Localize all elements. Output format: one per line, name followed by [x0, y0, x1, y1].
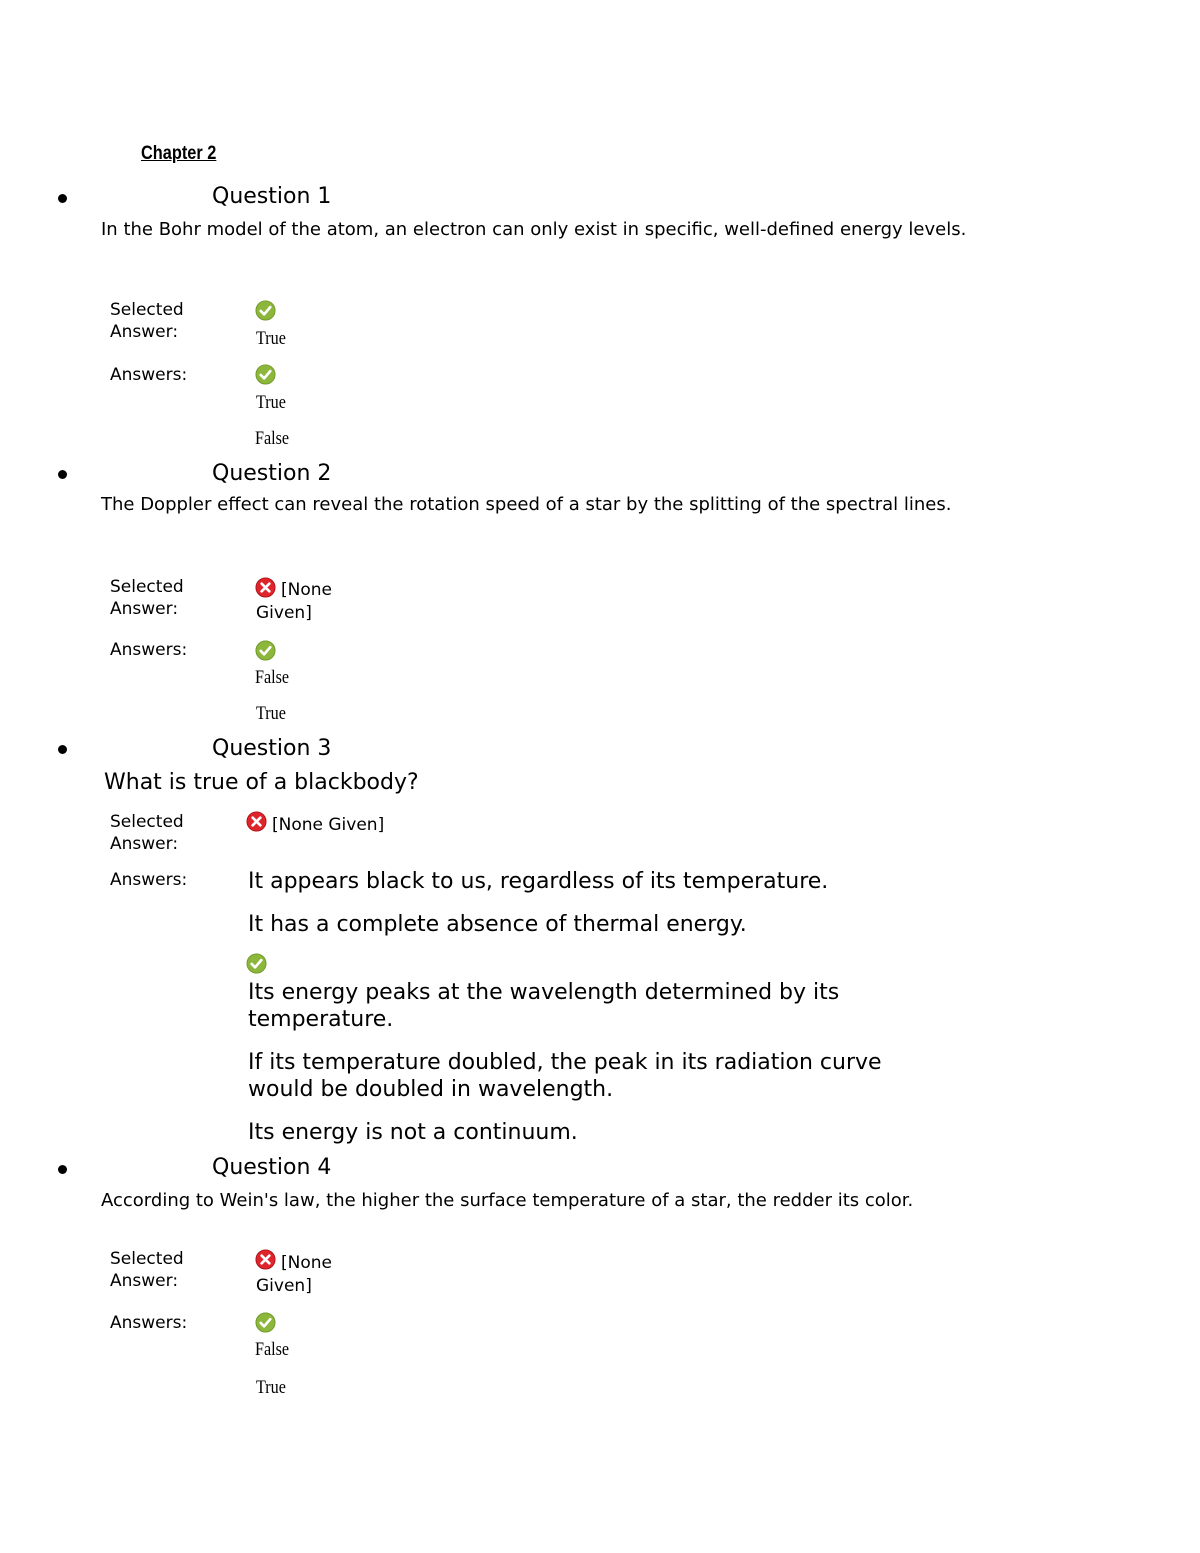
selected-answer-label: Selected Answer: — [110, 1249, 184, 1291]
question-1-title: Question 1 — [212, 184, 332, 209]
question-2-title: Question 2 — [212, 461, 332, 486]
correct-check-icon — [246, 953, 267, 974]
question-3-answer-2: It has a complete absence of thermal energy. — [248, 912, 747, 937]
bullet — [58, 470, 67, 479]
question-3-answer-1: It appears black to us, regardless of its temperature. — [248, 869, 829, 894]
correct-check-icon — [255, 1312, 276, 1333]
incorrect-x-icon — [246, 811, 267, 832]
bullet — [58, 1165, 67, 1174]
answers-label: Answers: — [110, 1313, 188, 1333]
chapter-title: Chapter 2 — [141, 143, 217, 164]
answers-label: Answers: — [110, 365, 188, 385]
question-2-selected-answer: [None Given] — [256, 580, 332, 623]
question-2-answer-1: False — [255, 667, 290, 688]
bullet — [58, 194, 67, 203]
question-3-answer-3: Its energy peaks at the wavelength determined by its temperature. — [248, 980, 840, 1032]
question-3-text: What is true of a blackbody? — [104, 770, 419, 795]
question-2-text: The Doppler effect can reveal the rotation speed of a star by the splitting of the spectral lines. — [101, 494, 952, 515]
answers-label: Answers: — [110, 640, 188, 660]
question-1-answer-2: False — [255, 428, 290, 449]
selected-answer-label: Selected Answer: — [110, 812, 184, 854]
question-2-answer-2: True — [256, 703, 286, 724]
bullet — [58, 745, 67, 754]
question-3-answer-4: If its temperature doubled, the peak in its radiation curve would be doubled in wavelength. — [248, 1050, 882, 1102]
question-1-selected-answer: True — [256, 328, 286, 349]
question-1-answer-1: True — [256, 392, 286, 413]
correct-check-icon — [255, 300, 276, 321]
answers-label: Answers: — [110, 870, 188, 890]
selected-answer-label: Selected Answer: — [110, 300, 184, 342]
selected-answer-label: Selected Answer: — [110, 577, 184, 619]
question-4-answer-1: False — [255, 1339, 290, 1360]
question-4-title: Question 4 — [212, 1155, 332, 1180]
question-4-selected-answer: [None Given] — [256, 1253, 332, 1296]
question-4-answer-2: True — [256, 1377, 286, 1398]
correct-check-icon — [255, 640, 276, 661]
question-1-text: In the Bohr model of the atom, an electron can only exist in specific, well-defined energy levels. — [101, 219, 967, 240]
question-4-text: According to Wein's law, the higher the surface temperature of a star, the redder its color. — [101, 1190, 914, 1211]
question-3-selected-answer: [None Given] — [272, 815, 385, 835]
question-3-answer-5: Its energy is not a continuum. — [248, 1120, 578, 1145]
question-3-title: Question 3 — [212, 736, 332, 761]
correct-check-icon — [255, 364, 276, 385]
